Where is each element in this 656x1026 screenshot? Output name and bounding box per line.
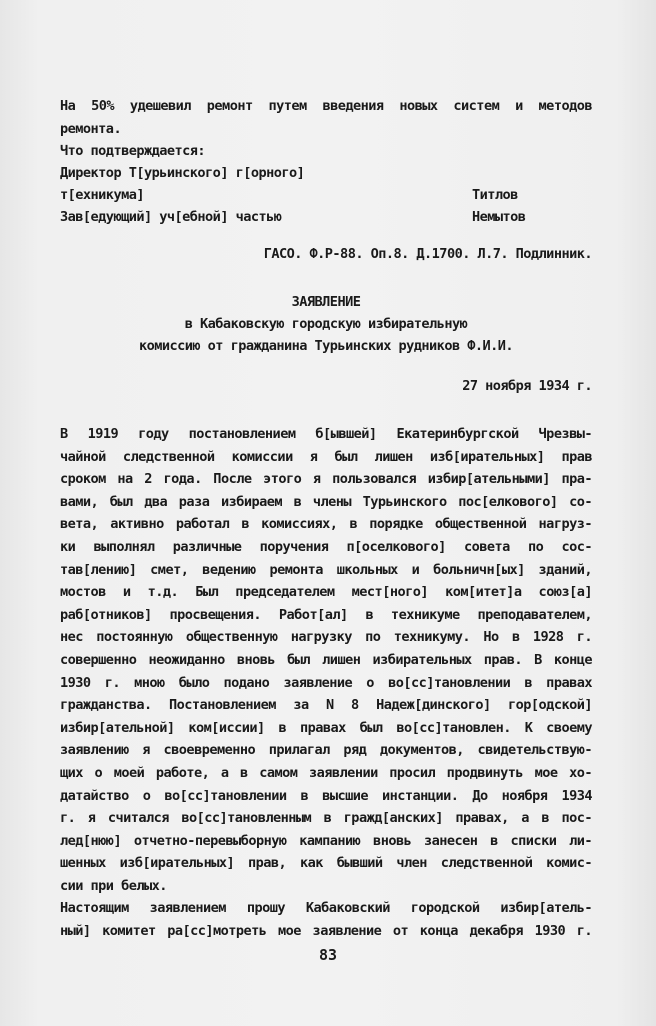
document-heading: [60, 291, 592, 357]
signature-name: Титлов: [472, 186, 518, 203]
body-line: нес постоянную общественную нагрузку по техникуму. Но в 1928 г.: [60, 629, 592, 646]
body-line: г. я считался во[сс]тановленным в гражд[анских] правах, а в пос-: [60, 810, 592, 827]
body-line: вета, активно работал в комиссиях, в порядке общественной нагруз-: [60, 516, 592, 533]
body-line: щих о моей работе, а в самом заявлении просил продвинуть мое хо-: [60, 764, 592, 781]
heading-line: в Кабаковскую городскую избирательную: [184, 316, 468, 332]
top-line: ремонта.: [60, 120, 122, 137]
body-line: В 1919 году постановлением б[ывшей] Екатеринбургской Чрезвы-: [60, 426, 592, 442]
signature-row: [60, 184, 592, 206]
body-line: чайной следственной комиссии я был лишен изб[ирательных] прав: [60, 448, 592, 465]
page-number: 83: [318, 946, 338, 964]
signature-role: Зав[едующий] уч[ебной] частью: [60, 208, 282, 225]
body-line: сроком на 2 года. После этого я пользовался избир[ательными] пра-: [60, 471, 592, 488]
top-text-block: [60, 95, 592, 228]
body-line: Настоящим заявлением прошу Кабаковский городской избир[атель-: [60, 900, 592, 917]
archive-source: ГАСО. Ф.Р-88. Оп.8. Д.1700. Л.7. Подлинник.: [263, 246, 592, 262]
body-line: ки выполнял различные поручения п[оселкового] совета по сос-: [60, 538, 592, 555]
body-text: [60, 423, 592, 943]
body-line: заявлению я своевременно прилагал ряд документов, свидетельствую-: [60, 742, 592, 759]
body-line: вами, был два раза избираем в члены Турьинского пос[елкового] со-: [60, 493, 592, 510]
body-line: ный] комитет ра[сс]мотреть мое заявление от конца декабря 1930 г.: [60, 923, 592, 940]
body-line: тав[лению] смет, ведению ремонта школьных и больничн[ых] зданий,: [60, 561, 592, 578]
body-line: избир[ательной] ком[иссии] в правах был во[сс]тановлен. К своему: [60, 719, 592, 736]
signature-row: [60, 206, 592, 228]
top-line: Что подтверждается:: [60, 142, 206, 159]
signature-role: т[ехникума]: [60, 186, 144, 203]
body-line: гражданства. Постановлением за N 8 Надеж[динского] гор[одской]: [60, 697, 592, 714]
body-line: датайство о во[сс]тановлении в высшие инстанции. До ноября 1934: [60, 787, 592, 804]
body-line: раб[отников] просвещения. Работ[ал] в техникуме преподавателем,: [60, 606, 592, 623]
body-line: лед[нюю] отчетно-перевыборную кампанию вновь занесен в списки ли-: [60, 832, 592, 849]
top-line: На 50% удешевил ремонт путем введения новых систем и методов: [60, 98, 592, 114]
document-date: 27 ноября 1934 г.: [462, 378, 592, 394]
body-line: мостов и т.д. Был председателем мест[ного] ком[итет]а союз[а]: [60, 584, 592, 601]
body-line: 1930 г. мною было подано заявление о во[сс]тановлении в правах: [60, 674, 592, 691]
heading-title: ЗАЯВЛЕНИЕ: [291, 294, 361, 310]
heading-line: комиссию от гражданина Турьинских рудников Ф.И.И.: [138, 338, 514, 354]
body-line: шенных изб[ирательных] прав, как бывший член следственной комис-: [60, 855, 592, 872]
body-line: сии при белых.: [60, 877, 167, 894]
signature-name: Немытов: [472, 208, 526, 225]
top-line: Директор Т[урьинского] г[орного]: [60, 164, 305, 181]
body-line: совершенно неожиданно вновь был лишен избирательных прав. В конце: [60, 651, 592, 668]
